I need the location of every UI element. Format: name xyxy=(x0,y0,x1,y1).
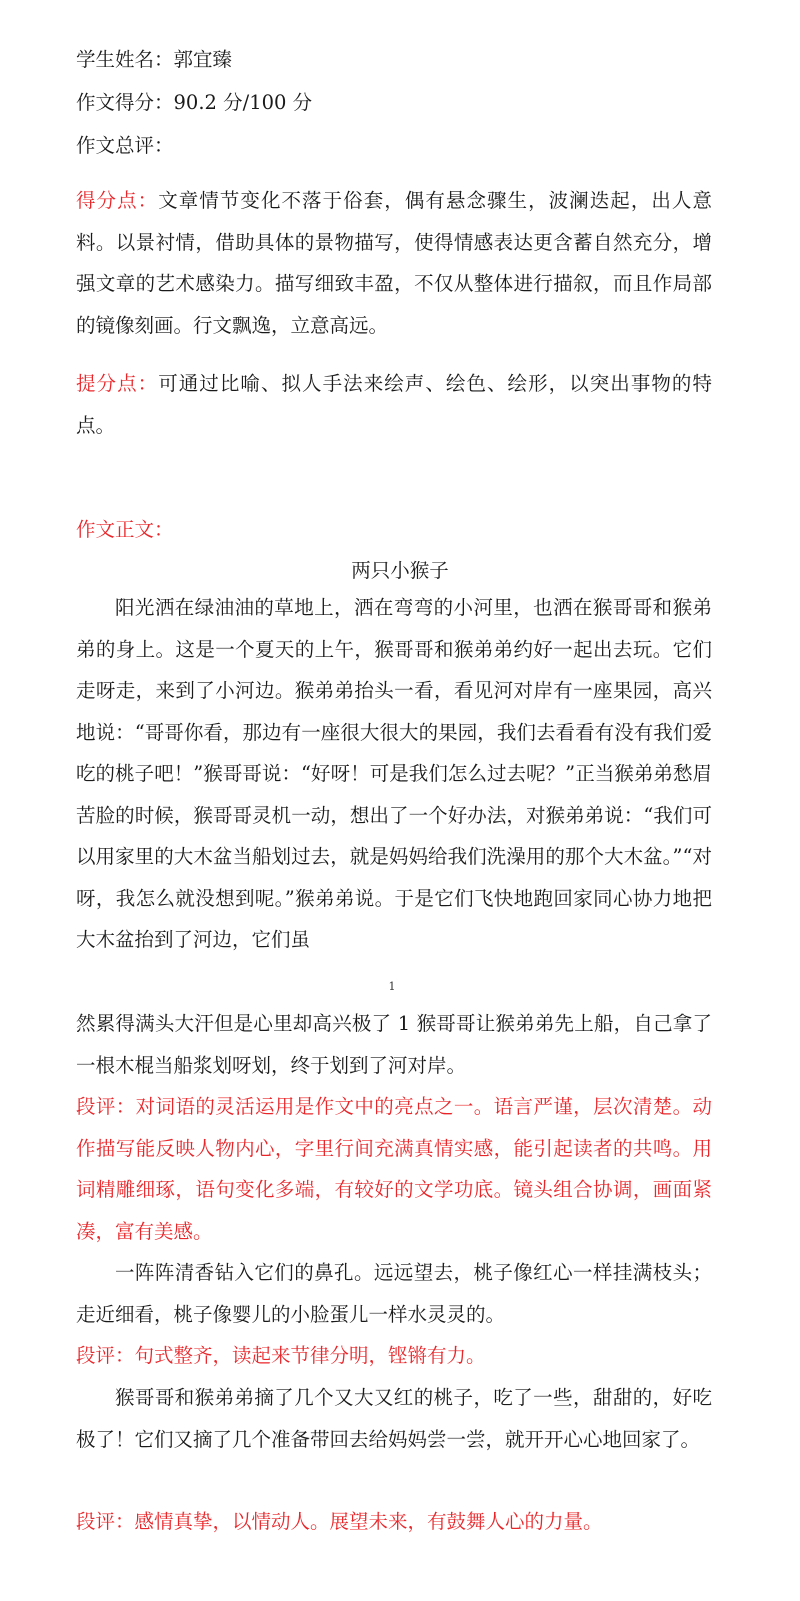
essay-paragraph-3: 猴哥哥和猴弟弟摘了几个又大又红的桃子，吃了一些，甜甜的，好吃极了！它们又摘了几个准备带回去给妈妈尝一尝，就开开心心地回家了。 xyxy=(76,1386,712,1451)
essay-paragraph-1-page-1: 阳光洒在绿油油的草地上，洒在弯弯的小河里，也洒在猴哥哥和猴弟弟的身上。这是一个夏天的上午，猴哥哥和猴弟弟约好一起出去玩。它们走呀走，来到了小河边。猴弟弟抬头一看，看见河对岸有一座果园，高兴地说：“哥哥你看，那边有一座很大很大的果园，我们去看看有没有我们爱吃的桃子吧！”猴哥哥说：“好呀！可是我们怎么过去呢？”正当猴弟弟愁眉苦脸的时候，猴哥哥灵机一动，想出了一个好办法，对猴弟弟说：“我们可以用家里的大木盆当船划过去，就是妈妈给我们洗澡用的那个大木盆。”“对呀，我怎么就没想到呢。”猴弟弟说。于是它们飞快地跑回家同心协力地把大木盆抬到了河边，它们虽 xyxy=(76,596,712,951)
comment-1-text: 对词语的灵活运用是作文中的亮点之一。语言严谨，层次清楚。动作描写能反映人物内心，字里行间充满真情实感，能引起读者的共鸣。用词精雕细琢，语句变化多端，有较好的文学功底。镜头组合协调，画面紧凑，富有美感。 xyxy=(76,1095,712,1243)
score-label: 作文得分： xyxy=(76,91,174,114)
comment-3-text: 感情真挚，以情动人。展望未来，有鼓舞人心的力量。 xyxy=(134,1510,603,1533)
comment-2-label: 段评： xyxy=(76,1344,135,1367)
essay-paragraph-1-page-2: 然累得满头大汗但是心里却高兴极了 1 猴哥哥让猴弟弟先上船，自己拿了一根木棍当船浆划呀划，终于划到了河对岸。 xyxy=(76,1012,712,1077)
improve-text: 可通过比喻、拟人手法来绘声、绘色、绘形，以突出事物的特点。 xyxy=(76,372,712,437)
student-name-row xyxy=(76,44,232,72)
student-name-value: 郭宜臻 xyxy=(173,48,233,71)
score-value: 90.2 分/100 分 xyxy=(173,91,313,114)
essay-section-label: 作文正文： xyxy=(76,518,174,541)
merit-text: 文章情节变化不落于俗套，偶有悬念骤生，波澜迭起，出人意料。以景衬情，借助具体的景物描写，使得情感表达更含蓄自然充分，增强文章的艺术感染力。描写细致丰盈，不仅从整体进行描叙，而且作局部的镜像刻画。行文飘逸，立意高远。 xyxy=(76,189,712,337)
comment-3-label: 段评： xyxy=(76,1510,135,1533)
paragraph-comment-3 xyxy=(76,1501,712,1543)
review-heading: 作文总评： xyxy=(76,134,174,157)
paragraph-comment-2 xyxy=(76,1335,712,1377)
essay-paragraph-2: 一阵阵清香钻入它们的鼻孔。远远望去，桃子像红心一样挂满枝头；走近细看，桃子像婴儿的小脸蛋儿一样水灵灵的。 xyxy=(76,1261,712,1326)
comment-1-label: 段评： xyxy=(76,1095,136,1118)
page-number: 1 xyxy=(388,980,396,993)
paragraph-comment-1 xyxy=(76,1086,712,1252)
essay-title: 两只小猴子 xyxy=(351,559,449,582)
improve-paragraph xyxy=(76,363,712,446)
merit-paragraph xyxy=(76,180,712,346)
improve-label: 提分点： xyxy=(76,372,159,395)
comment-2-text: 句式整齐，读起来节律分明，铿锵有力。 xyxy=(134,1344,486,1367)
score-row xyxy=(76,87,312,115)
student-name-label: 学生姓名： xyxy=(76,48,174,71)
merit-label: 得分点： xyxy=(76,189,159,212)
